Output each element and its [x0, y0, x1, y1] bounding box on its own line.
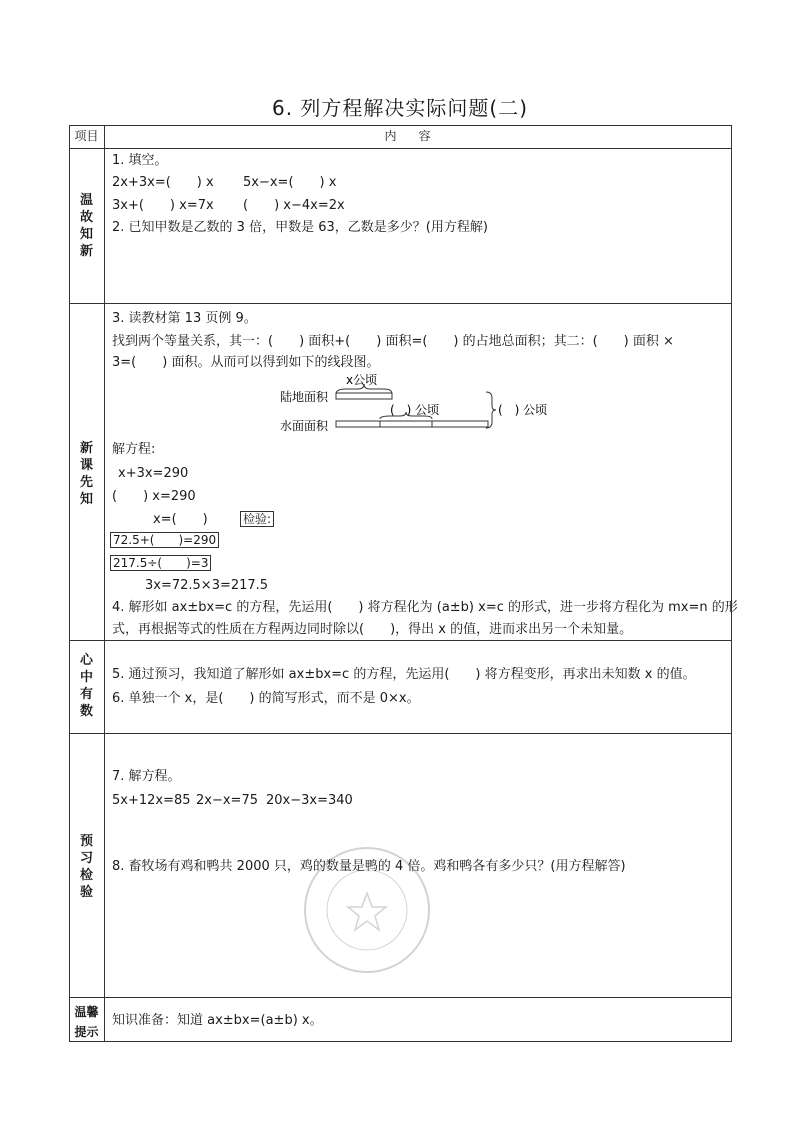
- check-box-2: 217.5÷( )=3: [110, 555, 211, 571]
- q8-text: 8. 畜牧场有鸡和鸭共 2000 只，鸡的数量是鸭的 4 倍。鸡和鸭各有多少只？(用方程解答): [112, 859, 626, 874]
- q6-text: 6. 单独一个 x，是( ) 的简写形式，而不是 0×x。: [112, 691, 420, 706]
- check-label-box: 检验:: [240, 511, 274, 527]
- section-label-new: [69, 440, 104, 508]
- q1-label: 1. 填空。: [112, 153, 168, 168]
- q1-item-1: 2x+3x=( ) x: [112, 175, 214, 190]
- q4-line-2: 式，再根据等式的性质在方程两边同时除以( )，得出 x 的值，进而求出另一个未知量。: [112, 622, 633, 637]
- q2-text: 2. 已知甲数是乙数的 3 倍，甲数是 63，乙数是多少？(用方程解): [112, 220, 488, 235]
- q7-equation-3: 20x−3x=340: [266, 793, 353, 808]
- q4-line-1: 4. 解形如 ax±bx=c 的方程，先运用( ) 将方程化为 (a±b) x=c 的形式，进一步将方程化为 mx=n 的形: [112, 600, 738, 615]
- section-label-text: 心 中 有 数: [79, 653, 93, 719]
- watermark-seal-icon: [292, 835, 442, 985]
- land-segment: [336, 393, 392, 399]
- q5-text: 5. 通过预习，我知道了解形如 ax±bx=c 的方程，先运用( ) 将方程变形，再求出未知数 x 的值。: [112, 667, 696, 682]
- row-divider: [69, 997, 732, 998]
- x-hectare-label: x公顷: [346, 373, 378, 387]
- middle-hectare-label: ( ) 公顷: [390, 403, 440, 417]
- page-title: 6. 列方程解决实际问题(二): [271, 96, 529, 120]
- q3-line-2: 找到两个等量关系，其一：( ) 面积+( ) 面积=( ) 的占地总面积；其二：( ) 面积 ×: [112, 334, 674, 349]
- equation-4: 3x=72.5×3=217.5: [145, 578, 269, 593]
- water-segment: [336, 421, 488, 427]
- header-item: 项目: [74, 129, 99, 143]
- check-box-1: 72.5+( )=290: [110, 532, 219, 548]
- equation-2: ( ) x=290: [112, 489, 196, 504]
- q3-line-1: 3. 读教材第 13 页例 9。: [112, 311, 257, 326]
- tip-text: 知识准备：知道 ax±bx=(a±b) x。: [112, 1013, 323, 1028]
- row-divider: [69, 640, 732, 641]
- q1-item-2: 5x−x=( ) x: [243, 175, 337, 190]
- column-divider: [104, 125, 105, 1042]
- land-area-label: 陆地面积: [280, 390, 329, 404]
- total-hectare-label: ( ) 公顷: [498, 403, 548, 417]
- q7-equation-2: 2x−x=75: [196, 793, 258, 808]
- q7-equation-1: 5x+12x=85: [112, 793, 191, 808]
- section-label-text: 新 课 先 知: [79, 441, 93, 507]
- equation-1: x+3x=290: [118, 466, 189, 481]
- section-label-review: [69, 192, 104, 260]
- section-label-text: 温馨: [74, 1005, 99, 1019]
- equation-3: x=( ): [153, 512, 208, 527]
- q1-item-3: 3x+( ) x=7x: [112, 198, 214, 213]
- q1-item-4: ( ) x−4x=2x: [243, 198, 345, 213]
- solve-label: 解方程:: [112, 442, 156, 457]
- header-content: 内容: [384, 129, 453, 143]
- section-label-text: 预 习 检 验: [79, 834, 93, 900]
- section-label-text: 温 故 知 新: [79, 193, 93, 259]
- q3-line-3: 3=( ) 面积。从而可以得到如下的线段图。: [112, 355, 380, 370]
- row-divider: [69, 303, 732, 304]
- section-label-tip: [69, 1002, 104, 1042]
- water-area-label: 水面面积: [280, 419, 329, 432]
- q7-label: 7. 解方程。: [112, 769, 181, 784]
- line-segment-diagram: [280, 372, 560, 432]
- row-divider: [69, 148, 732, 149]
- section-label-check: [69, 833, 104, 901]
- row-divider: [69, 733, 732, 734]
- section-label-summary: [69, 652, 104, 720]
- section-label-text: 提示: [74, 1025, 99, 1039]
